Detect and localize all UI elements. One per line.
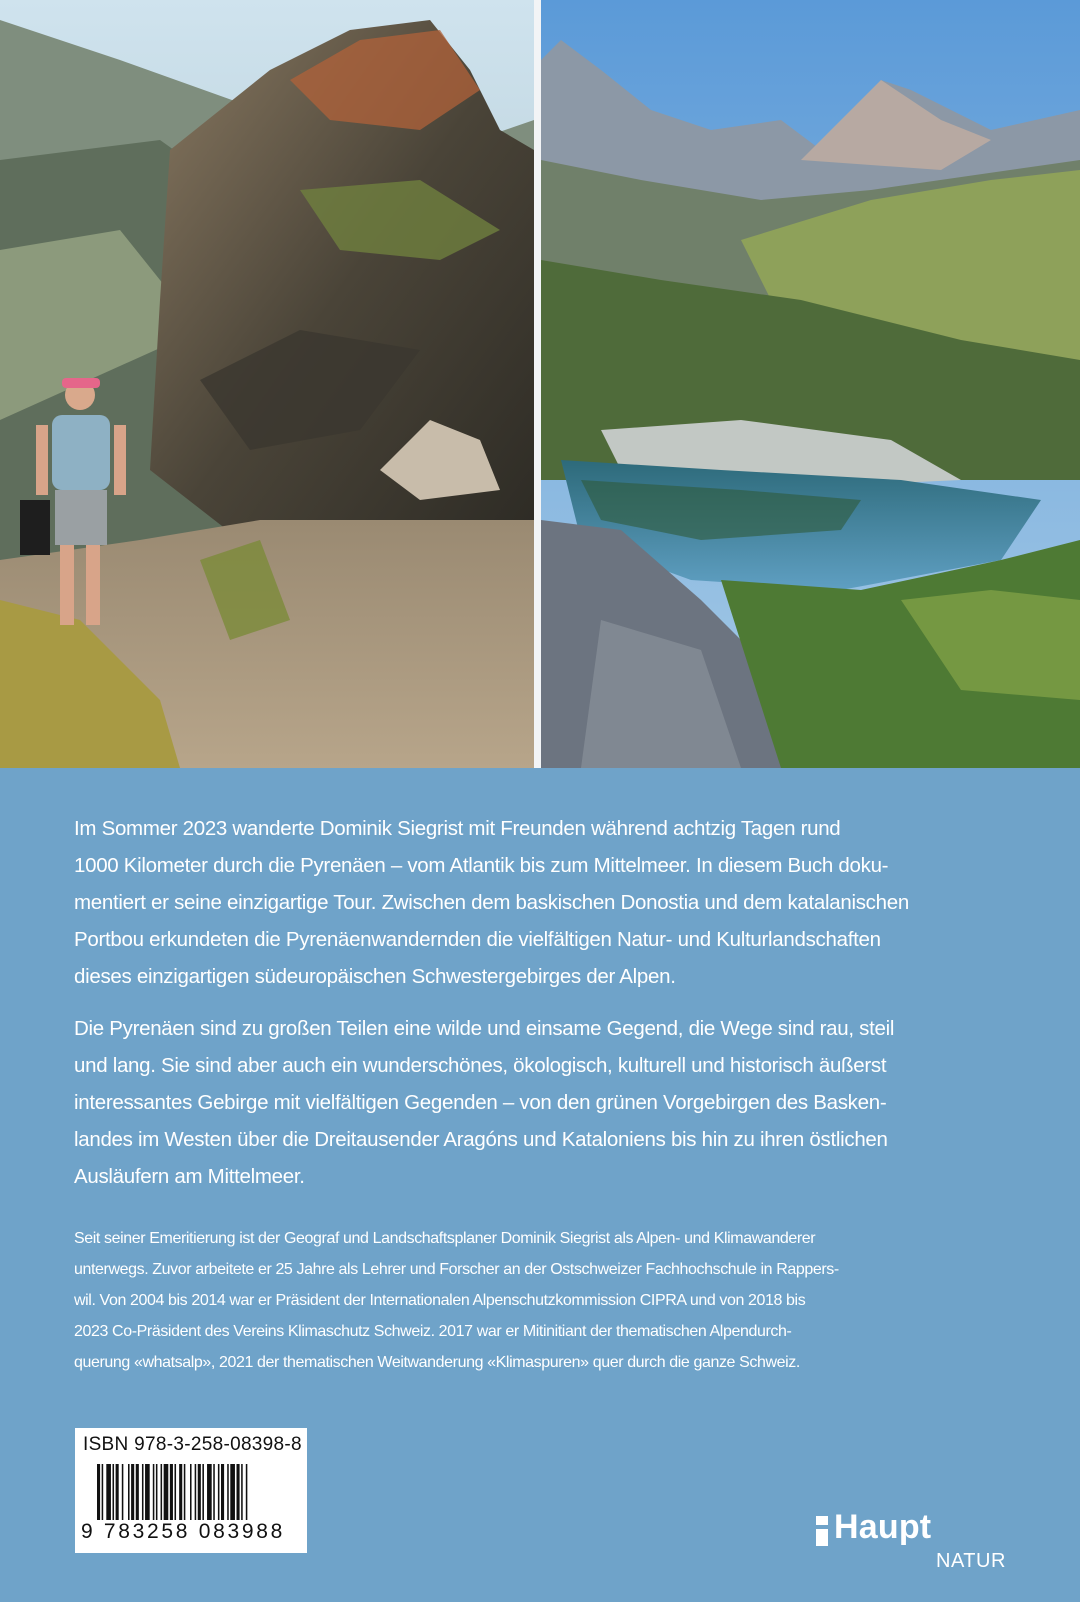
blurb-line: Die Pyrenäen sind zu großen Teilen eine wilde und einsame Gegend, die Wege sind rau, steil bbox=[74, 1017, 895, 1040]
bio-line: unterwegs. Zuvor arbeitete er 25 Jahre als Lehrer und Forscher an der Ostschweizer Fachhochschule in Rappers- bbox=[74, 1261, 839, 1278]
bio-line: wil. Von 2004 bis 2014 war er Präsident der Internationalen Alpenschutzkommission CIPRA und von 2018 bis bbox=[74, 1292, 806, 1309]
blurb-paragraph-1 bbox=[74, 810, 1009, 995]
blurb-line: Ausläufern am Mittelmeer. bbox=[74, 1165, 305, 1188]
bio-line: Seit seiner Emeritierung ist der Geograf und Landschaftsplaner Dominik Siegrist als Alpen- und Klimawanderer bbox=[74, 1230, 816, 1247]
back-cover-panel bbox=[0, 768, 1080, 1602]
blurb-line: 1000 Kilometer durch die Pyrenäen – vom Atlantik bis zum Mittelmeer. In diesem Buch doku- bbox=[74, 854, 889, 877]
isbn-label: ISBN 978-3-258-08398-8 bbox=[83, 1434, 302, 1455]
publisher-mark-icon bbox=[816, 1516, 828, 1546]
blurb-line: mentiert er seine einzigartige Tour. Zwischen dem baskischen Donostia und dem katalanischen bbox=[74, 891, 909, 914]
bio-line: 2023 Co-Präsident des Vereins Klimaschutz Schweiz. 2017 war er Mitinitiant der thematischen Alpendurch- bbox=[74, 1323, 792, 1340]
blurb-line: interessantes Gebirge mit vielfältigen Gegenden – von den grünen Vorgebirgen des Basken- bbox=[74, 1091, 887, 1114]
blurb-paragraph-2 bbox=[74, 1010, 1009, 1195]
barcode-digits: 9 783258 083988 bbox=[81, 1520, 285, 1543]
barcode-bars-icon bbox=[75, 1464, 307, 1520]
cover-photos bbox=[0, 0, 1080, 768]
hiker-on-ridge-photo bbox=[0, 0, 534, 768]
isbn-barcode bbox=[75, 1428, 307, 1553]
mountain-lake-image bbox=[541, 0, 1080, 768]
hiker-on-ridge-image bbox=[0, 0, 534, 768]
publisher-name: Haupt bbox=[834, 1508, 932, 1546]
publisher-imprint: NATUR bbox=[936, 1550, 1006, 1572]
blurb-line: und lang. Sie sind aber auch ein wunderschönes, ökologisch, kulturell und historisch äußerst bbox=[74, 1054, 887, 1077]
bio-line: querung «whatsalp», 2021 der thematischen Weitwanderung «Klimaspuren» quer durch die ganze Schweiz. bbox=[74, 1354, 800, 1371]
mountain-lake-photo bbox=[541, 0, 1080, 768]
author-bio bbox=[74, 1223, 974, 1378]
blurb-line: Portbou erkundeten die Pyrenäenwandernden die vielfältigen Natur- und Kulturlandschaften bbox=[74, 928, 881, 951]
publisher-logo bbox=[816, 1508, 1016, 1578]
blurb-line: dieses einzigartigen südeuropäischen Schwestergebirges der Alpen. bbox=[74, 965, 676, 988]
blurb-line: Im Sommer 2023 wanderte Dominik Siegrist mit Freunden während achtzig Tagen rund bbox=[74, 817, 841, 840]
blurb-line: landes im Westen über die Dreitausender Aragóns und Kataloniens bis hin zu ihren östlichen bbox=[74, 1128, 888, 1151]
